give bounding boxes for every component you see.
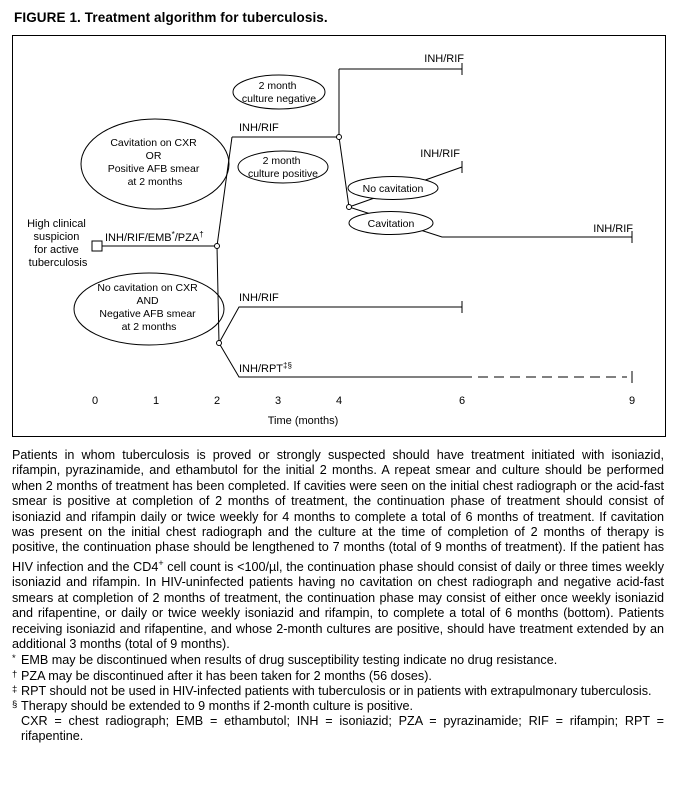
footnote-symbol-section: § (12, 698, 18, 710)
axis-tick-4: 4 (335, 395, 343, 407)
time-axis (92, 395, 635, 427)
inh-rif-label-right: INH/RIF (593, 223, 633, 235)
figure-title: FIGURE 1. Treatment algorithm for tuberculosis. (14, 10, 328, 25)
svg-text:No cavitation on CXR: No cavitation on CXR AND Negative AFB smear at 2 months (97, 282, 198, 333)
axis-tick-9: 9 (628, 395, 636, 407)
cavitation-ellipse (349, 212, 433, 235)
inh-rif-label-no-cavitation: INH/RIF (420, 148, 460, 160)
caption-text-2: cell count is <100/µl, the continuation phase should consist of daily or three times weekly isoniazid and rifampin. In HIV-uninfected patients having no cavitation on chest radiograph and negative acid-fast smears at completion of 2 months of treatment, the continuation phase may consist of either once weekly isoniazid and rifapentine, or daily or twice weekly isoniazid and rifampin, to complete a total of 6 months (bottom). Patients receiving isoniazid and rifapentine, and whose 2-month cultures are positive, should have treatment extended by an additional 3 months (total of 9 months). (12, 560, 664, 652)
footnote-symbol-asterisk: * (12, 653, 16, 665)
footnote-rpt (12, 684, 664, 699)
no-cavitation-ellipse (348, 177, 438, 200)
figure-caption (12, 448, 664, 652)
footnote-text: PZA may be discontinued after it has been taken for 2 months (56 doses). (21, 668, 432, 683)
initial-regimen-label: INH/RIF/EMB*/PZA† (105, 230, 204, 244)
axis-tick-1: 1 (152, 395, 160, 407)
inh-rif-label-upper: INH/RIF (239, 122, 279, 134)
start-node-label: High clinical suspicion for active tuberculosis (27, 218, 88, 269)
treatment-algorithm-diagram (13, 36, 665, 436)
svg-text:2 month culture posi: 2 month culture positive (247, 155, 319, 180)
cd4-superscript: + (158, 557, 164, 568)
start-node (92, 241, 102, 251)
svg-text:Cavitation: Cavitation (367, 218, 415, 230)
inh-rif-label-top: INH/RIF (424, 53, 464, 65)
axis-tick-6: 6 (458, 395, 466, 407)
axis-tick-3: 3 (274, 395, 282, 407)
footnote-text: EMB may be discontinued when results of drug susceptibility testing indicate no drug resistance. (21, 653, 558, 668)
footnotes (12, 653, 664, 744)
footnote-emb (12, 653, 664, 668)
footnote-pza (12, 669, 664, 684)
abbreviations: CXR = chest radiograph; EMB = ethambutol; INH = isoniazid; PZA = pyrazinamide; RIF = rifampin; RPT = rifapentine. (21, 713, 664, 743)
cavitation-criteria-ellipse (81, 119, 229, 209)
footnote-symbol-dagger: † (12, 668, 18, 680)
figure-frame (12, 35, 666, 437)
no-cavitation-criteria-ellipse (74, 273, 224, 345)
inh-rif-label-lower: INH/RIF (239, 292, 279, 304)
axis-label: Time (months) (267, 415, 339, 427)
svg-text:Cavitation on CXR OR: Cavitation on CXR OR Positive AFB smear at 2 months (107, 137, 200, 188)
footnote-text: RPT should not be used in HIV-infected patients with tuberculosis or in patients with extrapulmonary tuberculosis. (21, 683, 652, 698)
axis-tick-2: 2 (213, 395, 221, 407)
footnote-symbol-double-dagger: ‡ (12, 683, 18, 695)
footnote-therapy (12, 699, 664, 714)
footnote-text: Therapy should be extended to 9 months if 2-month culture is positive. (21, 698, 414, 713)
inh-rpt-label: INH/RPT‡§ (239, 361, 292, 375)
caption-text-1: Patients in whom tuberculosis is proved or strongly suspected should have treatment initiated with isoniazid, rifampin, pyrazinamide, and ethambutol for the initial 2 months. A repeat smear and culture should be performed when 2 months of treatment has been completed. If cavities were seen on the initial chest radiograph or the acid-fast smear is positive at completion of 2 months of treatment, the continuation phase of treatment should consist of isoniazid and rifampin daily or twice weekly for 4 months to complete a total of 6 months of treatment. If cavitation was present on the initial chest radiograph and the culture at the time of completion of 2 months of therapy is positive, the continuation phase should be lengthened to 7 months (total of 9 months of treatment). If the patient has HIV infection and the CD4 (12, 448, 664, 575)
culture-positive-ellipse (238, 151, 328, 183)
svg-text:No cavitation: No cavitation (362, 183, 424, 195)
culture-negative-ellipse (233, 75, 325, 109)
svg-text:2 month culture nega: 2 month culture negative (241, 80, 317, 105)
axis-tick-0: 0 (91, 395, 99, 407)
